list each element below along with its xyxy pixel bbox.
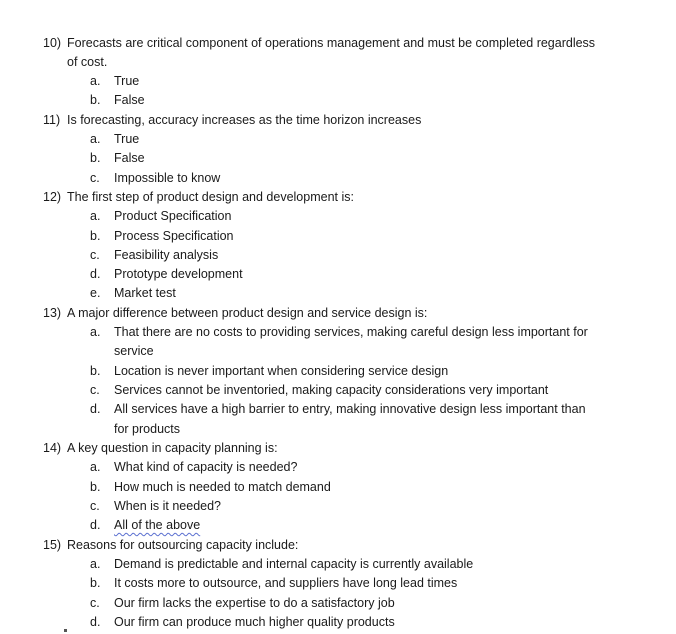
option-label: d.	[90, 402, 101, 416]
option-text: Impossible to know	[114, 171, 221, 185]
question-15-text: Reasons for outsourcing capacity include:	[67, 538, 299, 552]
option-text-cont: service	[114, 344, 154, 358]
option-text: All services have a high barrier to entry, making innovative design less important than	[114, 402, 586, 416]
option-label: b.	[90, 93, 101, 107]
option-label: c.	[90, 596, 100, 610]
option-label: b.	[90, 364, 101, 378]
option-label: b.	[90, 151, 101, 165]
option-label: b.	[90, 480, 101, 494]
question-11-number: 11)	[43, 113, 61, 127]
option-text: Demand is predictable and internal capacity is currently available	[114, 557, 474, 571]
option-label: c.	[90, 499, 100, 513]
option-text: Services cannot be inventoried, making capacity considerations very important	[114, 383, 549, 397]
question-14-text: A key question in capacity planning is:	[67, 441, 278, 455]
option-label: d.	[90, 615, 101, 629]
option-label: d.	[90, 518, 101, 532]
option-text: Product Specification	[114, 209, 232, 223]
question-13-text: A major difference between product design and service design is:	[67, 306, 428, 320]
option-label: d.	[90, 267, 101, 281]
option-label: a.	[90, 460, 101, 474]
option-label: e.	[90, 286, 101, 300]
question-12-number: 12)	[43, 190, 62, 204]
option-label: c.	[90, 383, 100, 397]
option-text: True	[114, 74, 140, 88]
option-label: a.	[90, 325, 101, 339]
question-15-number: 15)	[43, 538, 62, 552]
question-14-number: 14)	[43, 441, 62, 455]
question-10-text: Forecasts are critical component of operations management and must be completed regardless	[67, 36, 596, 50]
question-13-number: 13)	[43, 306, 62, 320]
option-text: Process Specification	[114, 229, 234, 243]
option-label: a.	[90, 209, 101, 223]
option-text: How much is needed to match demand	[114, 480, 331, 494]
option-text: What kind of capacity is needed?	[114, 460, 298, 474]
option-label: a.	[90, 74, 101, 88]
option-text-cont: for products	[114, 422, 181, 436]
option-text-spellcheck: All of the above	[114, 518, 201, 532]
option-label: c.	[90, 248, 100, 262]
option-label: c.	[90, 171, 100, 185]
option-text: False	[114, 151, 145, 165]
text-cursor-mark	[64, 629, 67, 632]
option-text: Feasibility analysis	[114, 248, 219, 262]
option-text: Market test	[114, 286, 176, 300]
question-10-number: 10)	[43, 36, 62, 50]
option-label: a.	[90, 557, 101, 571]
option-label: b.	[90, 229, 101, 243]
question-11-text: Is forecasting, accuracy increases as the time horizon increases	[67, 113, 422, 127]
option-text: True	[114, 132, 140, 146]
option-text: It costs more to outsource, and suppliers have long lead times	[114, 576, 458, 590]
question-12-text: The first step of product design and development is:	[67, 190, 354, 204]
option-label: a.	[90, 132, 101, 146]
option-label: b.	[90, 576, 101, 590]
option-text: Our firm lacks the expertise to do a satisfactory job	[114, 596, 395, 610]
option-text: That there are no costs to providing services, making careful design less important for	[114, 325, 588, 339]
option-text: When is it needed?	[114, 499, 222, 513]
option-text: False	[114, 93, 145, 107]
option-text: Location is never important when considering service design	[114, 364, 449, 378]
option-text: Prototype development	[114, 267, 243, 281]
question-10-text-cont: of cost.	[67, 55, 108, 69]
option-text: Our firm can produce much higher quality products	[114, 615, 395, 629]
